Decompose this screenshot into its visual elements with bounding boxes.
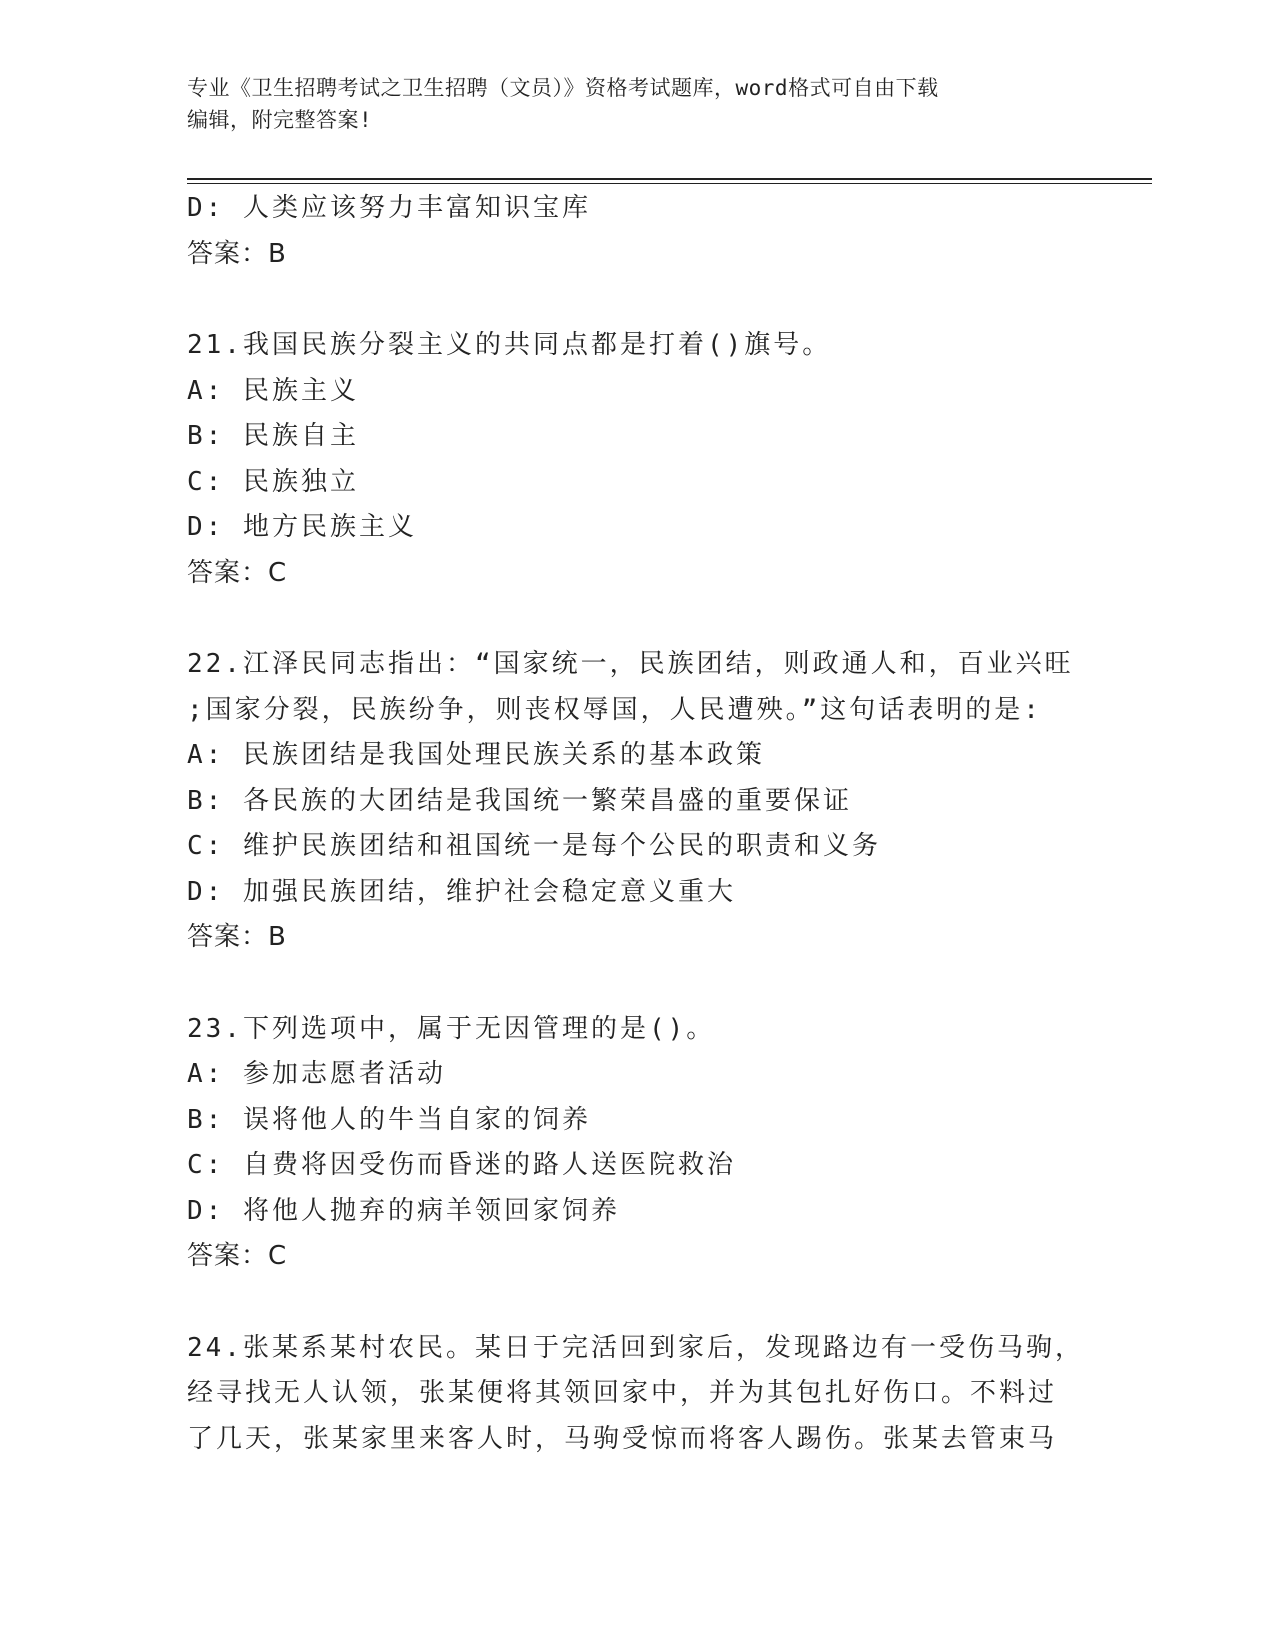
question-content: [187, 186, 1087, 1462]
option-c: C: 自费将因受伤而昏迷的路人送医院救治: [187, 1150, 736, 1180]
answer-line: 答案：C: [187, 557, 288, 588]
option-d: D: 将他人抛弃的病羊领回家饲养: [187, 1195, 620, 1226]
question-21: [187, 323, 1087, 596]
header-line-1: 专业《卫生招聘考试之卫生招聘（文员）》资格考试题库，word格式可自由下载: [187, 76, 939, 100]
option-c: C: 维护民族团结和祖国统一是每个公民的职责和义务: [187, 831, 881, 861]
question-22: [187, 642, 1087, 961]
question-24: [187, 1326, 1087, 1463]
question-stem-line-2: 经寻找无人认领，张某便将其领回家中，并为其包扎好伤口。不料过: [187, 1378, 1058, 1408]
option-a: A: 民族团结是我国处理民族关系的基本政策: [187, 740, 765, 770]
option-b: B: 误将他人的牛当自家的饲养: [187, 1104, 591, 1135]
answer-line: 答案：C: [187, 1241, 288, 1271]
previous-question-tail: [187, 186, 1087, 277]
option-d: D: 加强民族团结，维护社会稳定意义重大: [187, 876, 736, 907]
question-23: [187, 1007, 1087, 1280]
question-stem-line-3: 了几天，张某家里来客人时，马驹受惊而将客人踢伤。张某去管束马: [187, 1423, 1058, 1454]
header-divider-thick: [187, 178, 1152, 180]
header-line-2: 编辑，附完整答案!: [187, 108, 373, 132]
option-d: D: 人类应该努力丰富知识宝库: [187, 193, 591, 223]
header-divider-thin: [187, 183, 1152, 184]
question-stem-line-1: 22.江泽民同志指出：“国家统一，民族团结，则政通人和，百业兴旺: [187, 649, 1074, 679]
option-b: B: 各民族的大团结是我国统一繁荣昌盛的重要保证: [187, 785, 852, 816]
answer-line: 答案：B: [187, 922, 287, 952]
question-stem: 23.下列选项中，属于无因管理的是()。: [187, 1013, 716, 1044]
option-d: D: 地方民族主义: [187, 512, 417, 542]
page-header: [187, 72, 1087, 136]
answer-line: 答案：B: [187, 238, 287, 269]
option-a: A: 民族主义: [187, 375, 359, 406]
option-b: B: 民族自主: [187, 421, 359, 451]
question-stem-line-2: ;国家分裂，民族纷争，则丧权辱国，人民遭殃。”这句话表明的是:: [187, 694, 1042, 725]
option-c: C: 民族独立: [187, 466, 359, 497]
option-a: A: 参加志愿者活动: [187, 1059, 446, 1089]
question-stem: 21.我国民族分裂主义的共同点都是打着()旗号。: [187, 330, 832, 360]
question-stem-line-1: 24.张某系某村农民。某日于完活回到家后，发现路边有一受伤马驹，: [187, 1332, 1084, 1363]
